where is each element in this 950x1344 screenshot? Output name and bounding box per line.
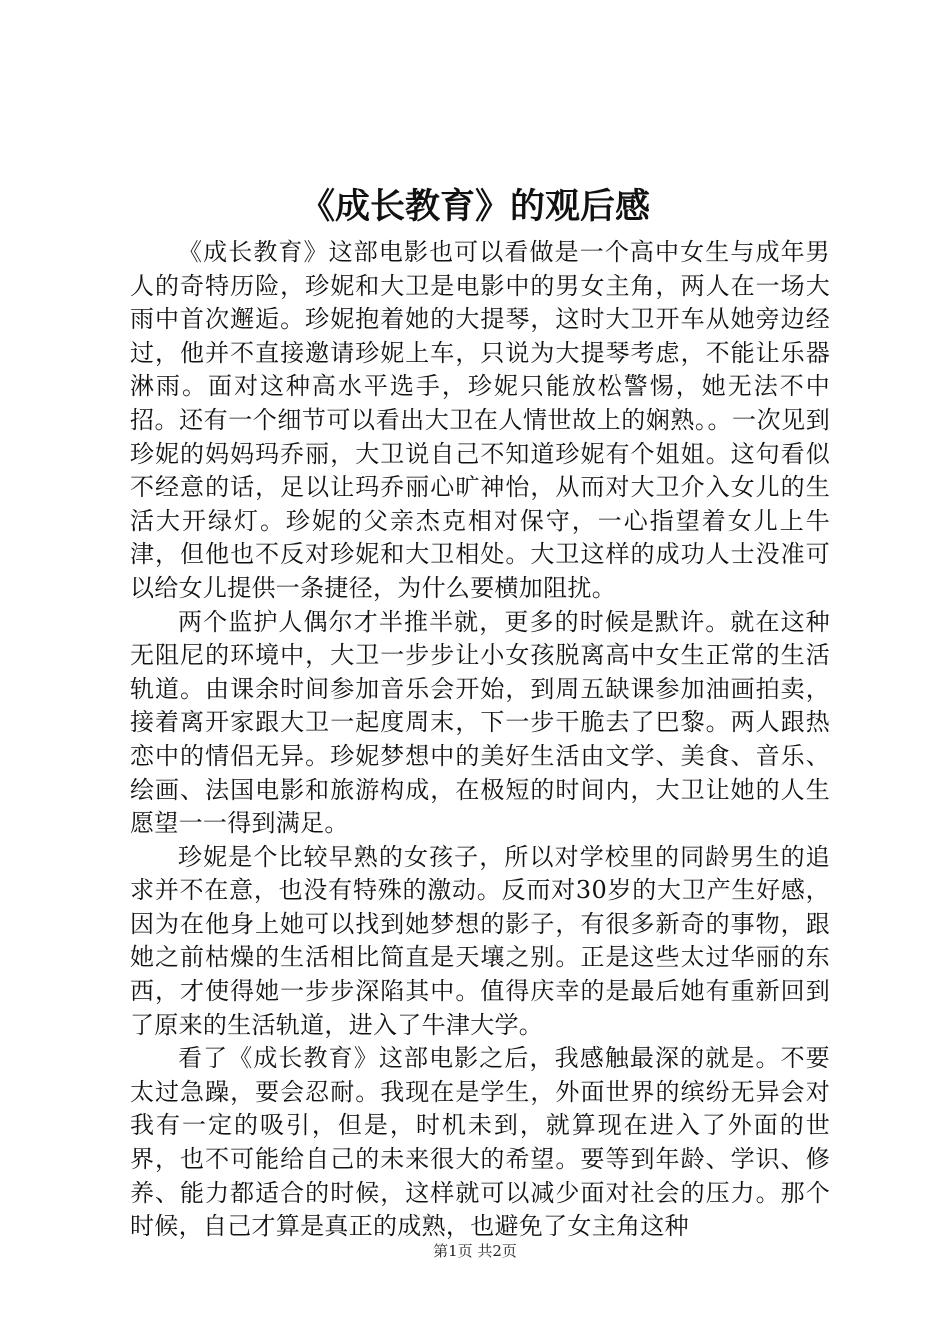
document-title: 《成长教育》的观后感 [299, 186, 650, 227]
document-body [130, 236, 830, 1244]
page-number-footer: 第1页 共2页 [433, 1242, 517, 1260]
paragraph: 看了《成长教育》这部电影之后，我感触最深的就是。不要太过急躁，要会忍耐。我现在是学生，外面世界的缤纷无异会对我有一定的吸引，但是，时机未到，就算现在进入了外面的世界，也不可能给自己的未来很大的希望。要等到年龄、学识、修养、能力都适合的时候，这样就可以减少面对社会的压力。那个时候，自己才算是真正的成熟，也避免了女主角这种 [130, 1044, 830, 1241]
paragraph: 《成长教育》这部电影也可以看做是一个高中女生与成年男人的奇特历险，珍妮和大卫是电影中的男女主角，两人在一场大雨中首次邂逅。珍妮抱着她的大提琴，这时大卫开车从她旁边经过，他并不直接邀请珍妮上车，只说为大提琴考虑，不能让乐器淋雨。面对这种高水平选手，珍妮只能放松警惕，她无法不中招。还有一个细节可以看出大卫在人情世故上的娴熟。。一次见到珍妮的妈妈玛乔丽，大卫说自己不知道珍妮有个姐姐。这句看似不经意的话，足以让玛乔丽心旷神怡，从而对大卫介入女儿的生活大开绿灯。珍妮的父亲杰克相对保守，一心指望着女儿上牛津，但他也不反对珍妮和大卫相处。大卫这样的成功人士没准可以给女儿提供一条捷径，为什么要横加阻扰。 [130, 238, 830, 602]
paragraph: 珍妮是个比较早熟的女孩子，所以对学校里的同龄男生的追求并不在意，也没有特殊的激动。反而对30岁的大卫产生好感，因为在他身上她可以找到她梦想的影子，有很多新奇的事物，跟她之前枯燥的生活相比简直是天壤之别。正是这些太过华丽的东西，才使得她一步步深陷其中。值得庆幸的是最后她有重新回到了原来的生活轨道，进入了牛津大学。 [130, 842, 830, 1039]
paragraph: 两个监护人偶尔才半推半就，更多的时候是默许。就在这种无阻尼的环境中，大卫一步步让小女孩脱离高中女生正常的生活轨道。由课余时间参加音乐会开始，到周五缺课参加油画拍卖，接着离开家跟大卫一起度周末，下一步干脆去了巴黎。两人跟热恋中的情侣无异。珍妮梦想中的美好生活由文学、美食、音乐、绘画、法国电影和旅游构成，在极短的时间内，大卫让她的人生愿望一一得到满足。 [130, 607, 830, 838]
